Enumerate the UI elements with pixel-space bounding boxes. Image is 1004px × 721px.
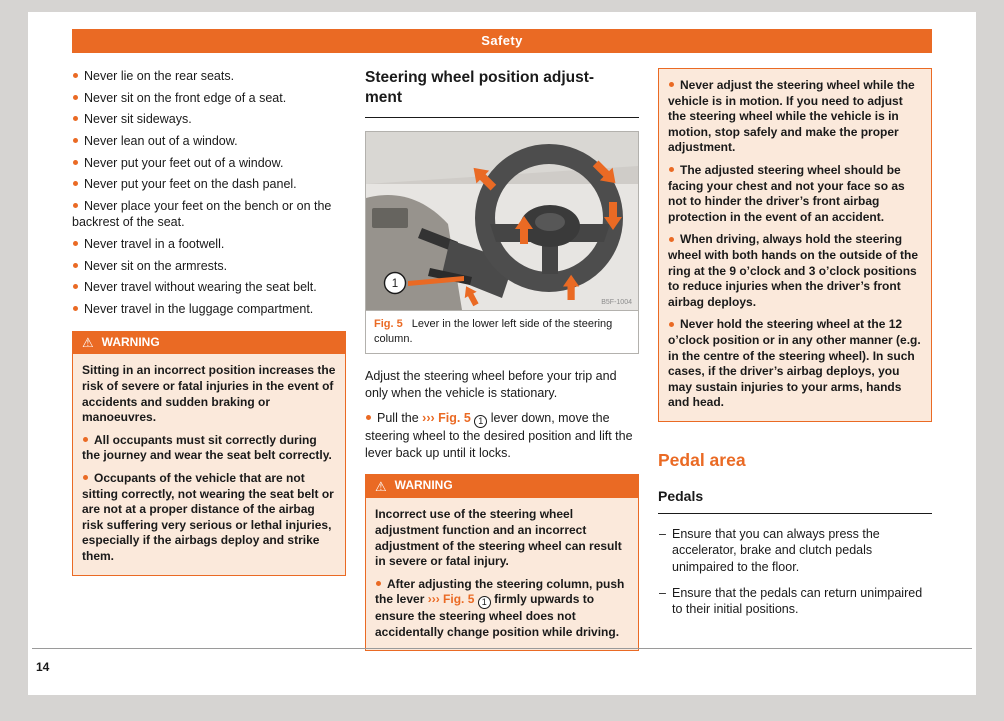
warning-list-item [668,317,922,411]
bullet-icon [83,437,88,442]
warning-list-item [668,78,922,156]
bullet-icon [73,181,78,186]
warning-title: WARNING [394,478,453,493]
warning-box-steering [365,474,639,651]
list-item [72,279,346,296]
bullet-icon [83,475,88,480]
warning-list-item [668,163,922,225]
bullet-icon [73,306,78,311]
bullet-icon [73,116,78,121]
dash-icon: – [659,526,666,541]
paragraph: Adjust the steering wheel before your trip and only when the vehicle is stationary. [365,368,617,400]
warning-list-item-text: Never hold the steering wheel at the 12 o’clock position or in any other manner (e.g. in the centre of the steering wheel). In such cases, if the driver’s airbag deploys, you may sustain injuries to your arms, hands and head. [668,317,921,410]
figure-caption [366,310,638,353]
list-item [72,90,346,107]
list-item-text: Never travel without wearing the seat belt. [84,280,317,295]
warning-list-item-text: The adjusted steering wheel should be facing your chest and not your face so as not to hinder the driver’s front airbag protection in the event of an accident. [668,162,905,224]
bullet-icon [73,241,78,246]
dash-list-item [658,585,932,618]
image-code: B5F-1004 [601,299,632,307]
figure-5-reference: ››› Fig. 5 [422,411,471,426]
list-item-text: Never put your feet out of a window. [84,155,284,170]
step-text-continued: lever down, move the steering wheel to the desired position and lift the lever back up until it locks. [365,411,633,460]
list-item-text: Never travel in a footwell. [84,237,225,251]
bullet-icon [669,237,674,242]
warning-list-item [82,471,336,565]
content-columns [72,68,932,651]
dash-list-item [658,526,932,576]
bullet-icon [73,160,78,165]
list-item-text: Never lie on the rear seats. [84,69,235,83]
warning-continuation-box [658,68,932,422]
subsection-heading-pedals: Pedals [658,487,932,514]
list-item-text: Never sit sideways. [84,112,192,127]
list-item [72,155,346,172]
bullet-icon [73,263,78,268]
dash-icon: – [659,585,666,600]
bullet-icon [73,203,78,208]
section-heading-pedal-area: Pedal area [658,449,746,470]
list-item [72,301,346,318]
bullet-icon [73,284,78,289]
list-item-text: Never lean out of a window. [84,133,238,148]
bullet-icon [73,95,78,100]
list-item [72,258,346,275]
warning-body [73,354,345,574]
adjustment-step [365,410,639,461]
column-left [72,68,346,651]
heading-line: Steering wheel position adjust- [365,69,595,86]
list-item [72,236,346,253]
section-heading-steering-wheel [365,68,639,118]
warning-list-item-text: Never adjust the steering wheel while the vehicle is in motion. If you need to adjust the steering wheel while the vehicle is in motion, stop safely and make the proper adjustment. [668,78,915,155]
page-number: 14 [36,660,50,674]
figure-5-reference: ››› Fig. 5 [427,592,475,607]
list-item-text: Never sit on the front edge of a seat. [84,90,287,105]
manual-page [28,12,976,695]
figure-5 [365,131,639,354]
warning-title: WARNING [101,334,160,349]
figure-label: Fig. 5 [374,318,403,331]
list-item [72,68,346,85]
warning-list-item [668,232,922,310]
bullet-icon [669,82,674,87]
column-middle [365,68,639,651]
chapter-header-bar [72,29,932,53]
callout-1-badge: 1 [474,415,487,428]
bullet-icon [73,73,78,78]
bullet-icon [366,415,371,420]
list-item-text: Never place your feet on the bench or on the backrest of the seat. [72,198,332,230]
list-item [72,133,346,150]
bullet-icon [376,581,381,586]
callout-1-label: 1 [391,278,399,291]
warning-text: Incorrect use of the steering wheel adjustment function and an incorrect adjustment of the steering wheel can result in severe or fatal injury. [375,507,622,569]
list-item [72,111,346,128]
warning-list-item-text: All occupants must sit correctly during the journey and wear the seat belt correctly. [82,432,332,463]
dash-list-item-text: Ensure that the pedals can return unimpaired to their initial positions. [672,585,923,617]
warning-body [366,498,638,650]
list-item-text: Never sit on the armrests. [84,258,228,273]
list-item [72,176,346,193]
figure-caption-text: Lever in the lower left side of the steering column. [374,318,613,345]
footer-rule [32,648,972,649]
warning-step-text-continued: firmly upwards to ensure the steering wheel does not accidentally change position while driving. [375,592,620,639]
warning-list-item-text: When driving, always hold the steering wheel with both hands on the outside of the ring at the 9 o’clock and 3 o’clock positions to reduce injuries when the driver’s front airbag deploys. [668,232,918,309]
chapter-title: Safety [481,33,523,48]
warning-list-item-text: Occupants of the vehicle that are not sitting correctly, not wearing the seat belt or are not at a proper distance of the airbag risk suffering very serious or lethal injuries, especially if the airbags deploy and strike them. [82,471,334,563]
steering-wheel-illustration [366,132,638,310]
warning-triangle-icon: ⚠ [82,334,94,350]
warning-list-item [375,577,629,641]
bullet-icon [73,138,78,143]
warning-header [73,332,345,355]
step-text: Pull the [377,411,423,426]
column-right [658,68,932,651]
warning-header [366,475,638,498]
list-item [72,198,346,231]
callout-1-badge: 1 [478,596,491,609]
bullet-icon [669,167,674,172]
warning-triangle-icon: ⚠ [375,478,387,494]
warning-step-text: After adjusting the steering column, push the lever [375,576,625,607]
heading-line: ment [365,89,403,107]
warning-box-seating [72,331,346,576]
list-item-text: Never put your feet on the dash panel. [84,177,297,192]
list-item-text: Never travel in the luggage compartment. [84,301,314,316]
warning-text: Sitting in an incorrect position increases the risk of severe or fatal injuries in the event of accidents and sudden braking or manoeuvres. [82,363,336,425]
dash-list-item-text: Ensure that you can always press the accelerator, brake and clutch pedals unimpaired to the floor. [672,526,880,574]
bullet-icon [669,322,674,327]
warning-list-item [82,433,336,464]
